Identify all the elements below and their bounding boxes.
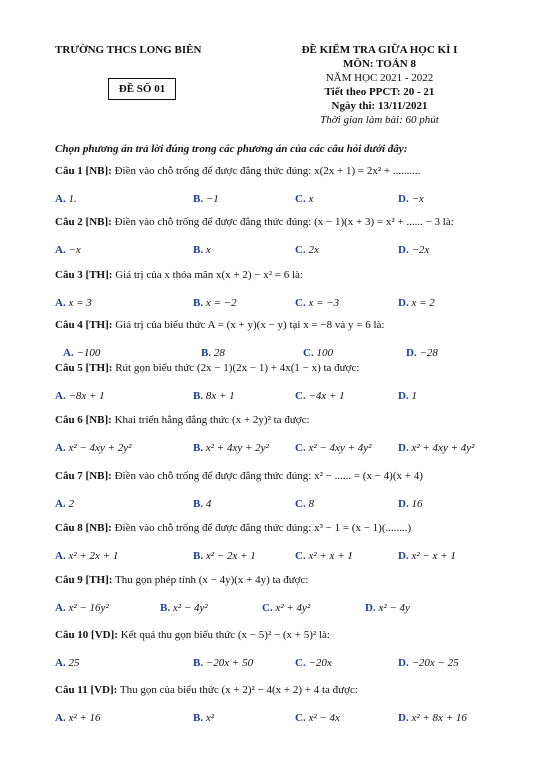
option-letter: B. bbox=[193, 442, 204, 454]
option-c[interactable] bbox=[295, 244, 319, 256]
option-letter: D. bbox=[398, 297, 409, 309]
option-value: −x bbox=[65, 244, 81, 256]
option-letter: D. bbox=[398, 550, 409, 562]
option-value: x² + 2x + 1 bbox=[65, 550, 119, 562]
question-text: Rút gọn biểu thức (2x − 1)(2x − 1) + 4x(1 − x) ta được: bbox=[112, 362, 360, 374]
exam-title: ĐỀ KIỂM TRA GIỮA HỌC KÌ I bbox=[301, 44, 458, 56]
option-letter: B. bbox=[193, 297, 204, 309]
option-value: 2x bbox=[305, 244, 319, 256]
option-letter: B. bbox=[193, 498, 204, 510]
option-d[interactable] bbox=[398, 297, 435, 309]
option-b[interactable] bbox=[193, 657, 253, 669]
option-b[interactable] bbox=[193, 390, 235, 402]
option-letter: D. bbox=[398, 657, 409, 669]
option-c[interactable] bbox=[295, 442, 371, 454]
option-value: 8 bbox=[305, 498, 314, 510]
option-c[interactable] bbox=[295, 657, 332, 669]
question-7 bbox=[55, 470, 423, 482]
option-value: 4 bbox=[203, 498, 212, 510]
option-letter: A. bbox=[63, 347, 74, 359]
option-b[interactable] bbox=[201, 347, 225, 359]
option-value: x bbox=[203, 244, 211, 256]
option-letter: B. bbox=[201, 347, 212, 359]
option-letter: B. bbox=[193, 712, 204, 724]
option-letter: C. bbox=[303, 347, 314, 359]
question-text: Thu gọn phép tính (x − 4y)(x + 4y) ta được: bbox=[112, 574, 309, 586]
option-value: −20x − 25 bbox=[408, 657, 459, 669]
option-b[interactable] bbox=[193, 193, 219, 205]
option-a[interactable] bbox=[55, 602, 109, 614]
option-letter: D. bbox=[406, 347, 417, 359]
option-value: 1. bbox=[65, 193, 77, 205]
question-label: Câu 5 [TH]: bbox=[55, 362, 113, 374]
option-value: x² + 4xy + 2y² bbox=[203, 442, 269, 454]
option-letter: C. bbox=[295, 442, 306, 454]
question-label: Câu 3 [TH]: bbox=[55, 269, 113, 281]
option-letter: A. bbox=[55, 602, 66, 614]
option-letter: D. bbox=[398, 193, 409, 205]
option-b[interactable] bbox=[193, 297, 237, 309]
option-letter: D. bbox=[398, 244, 409, 256]
option-d[interactable] bbox=[398, 550, 456, 562]
question-label: Câu 10 [VD]: bbox=[55, 629, 118, 641]
question-9 bbox=[55, 574, 308, 586]
question-label: Câu 1 [NB]: bbox=[55, 165, 112, 177]
option-c[interactable] bbox=[295, 498, 314, 510]
option-letter: D. bbox=[365, 602, 376, 614]
option-letter: C. bbox=[295, 390, 306, 402]
option-value: x bbox=[305, 193, 314, 205]
option-letter: A. bbox=[55, 193, 66, 205]
option-value: x² + x + 1 bbox=[305, 550, 353, 562]
option-d[interactable] bbox=[398, 712, 467, 724]
question-text: Giá trị của x thỏa mãn x(x + 2) − x² = 6 là: bbox=[112, 269, 303, 281]
option-c[interactable] bbox=[262, 602, 310, 614]
option-value: x² − 2x + 1 bbox=[203, 550, 256, 562]
option-letter: A. bbox=[55, 712, 66, 724]
option-b[interactable] bbox=[193, 498, 211, 510]
option-value: x² − x + 1 bbox=[408, 550, 456, 562]
option-letter: C. bbox=[295, 550, 306, 562]
question-text: Khai triển hằng đẳng thức (x + 2y)² ta được: bbox=[111, 414, 310, 426]
option-letter: C. bbox=[295, 244, 306, 256]
question-8 bbox=[55, 522, 411, 534]
option-letter: C. bbox=[262, 602, 273, 614]
question-label: Câu 11 [VD]: bbox=[55, 684, 118, 696]
option-value: −20x bbox=[305, 657, 332, 669]
option-letter: A. bbox=[55, 390, 66, 402]
option-letter: B. bbox=[193, 550, 204, 562]
option-d[interactable] bbox=[398, 193, 424, 205]
option-value: x² − 4xy + 4y² bbox=[305, 442, 372, 454]
option-letter: A. bbox=[55, 442, 66, 454]
option-value: −1 bbox=[203, 193, 219, 205]
question-label: Câu 9 [TH]: bbox=[55, 574, 113, 586]
option-d[interactable] bbox=[398, 442, 474, 454]
option-letter: A. bbox=[55, 498, 66, 510]
question-label: Câu 8 [NB]: bbox=[55, 522, 112, 534]
option-a[interactable] bbox=[55, 193, 77, 205]
subject: MÔN: TOÁN 8 bbox=[343, 58, 416, 70]
option-letter: C. bbox=[295, 498, 306, 510]
option-value: −4x + 1 bbox=[305, 390, 345, 402]
option-value: 1 bbox=[408, 390, 417, 402]
option-d[interactable] bbox=[406, 347, 438, 359]
option-a[interactable] bbox=[55, 498, 74, 510]
option-c[interactable] bbox=[295, 550, 353, 562]
option-a[interactable] bbox=[55, 657, 79, 669]
option-b[interactable] bbox=[160, 602, 208, 614]
question-text: Điền vào chỗ trống để được đẳng thức đúng: x(2x + 1) = 2x² + .......... bbox=[111, 165, 421, 177]
ppct-periods: Tiết theo PPCT: 20 - 21 bbox=[324, 86, 435, 98]
option-value: x² − 4y bbox=[375, 602, 410, 614]
option-c[interactable] bbox=[295, 297, 339, 309]
question-label: Câu 7 [NB]: bbox=[55, 470, 112, 482]
option-b[interactable] bbox=[193, 442, 269, 454]
question-text: Điền vào chỗ trống để được đẳng thức đúng: x³ − 1 = (x − 1)(........) bbox=[111, 522, 412, 534]
question-2 bbox=[55, 216, 454, 228]
question-label: Câu 2 [NB]: bbox=[55, 216, 112, 228]
option-letter: B. bbox=[193, 244, 204, 256]
option-a[interactable] bbox=[55, 712, 101, 724]
option-b[interactable] bbox=[193, 550, 256, 562]
option-c[interactable] bbox=[295, 193, 313, 205]
question-label: Câu 6 [NB]: bbox=[55, 414, 112, 426]
option-value: x² bbox=[203, 712, 215, 724]
option-value: x² + 8x + 16 bbox=[408, 712, 467, 724]
option-b[interactable] bbox=[193, 244, 211, 256]
option-letter: C. bbox=[295, 712, 306, 724]
option-d[interactable] bbox=[398, 390, 417, 402]
question-5 bbox=[55, 362, 359, 374]
option-b[interactable] bbox=[193, 712, 214, 724]
option-letter: A. bbox=[55, 657, 66, 669]
option-value: 25 bbox=[65, 657, 80, 669]
option-value: x = −2 bbox=[203, 297, 237, 309]
option-letter: D. bbox=[398, 498, 409, 510]
option-d[interactable] bbox=[398, 244, 429, 256]
question-text: Điền vào chỗ trống để được đẳng thức đúng: (x − 1)(x + 3) = x² + ...... − 3 là: bbox=[111, 216, 454, 228]
option-value: −28 bbox=[416, 347, 438, 359]
option-a[interactable] bbox=[55, 442, 131, 454]
question-text: Giá trị của biểu thức A = (x + y)(x − y) tại x = −8 và y = 6 là: bbox=[112, 319, 385, 331]
exam-date: Ngày thi: 13/11/2021 bbox=[331, 100, 428, 112]
option-d[interactable] bbox=[398, 657, 459, 669]
option-letter: D. bbox=[398, 712, 409, 724]
option-value: 2 bbox=[65, 498, 74, 510]
exam-code: ĐỀ SỐ 01 bbox=[118, 83, 166, 95]
option-letter: C. bbox=[295, 193, 306, 205]
option-value: −8x + 1 bbox=[65, 390, 105, 402]
option-value: −100 bbox=[73, 347, 101, 359]
option-value: −2x bbox=[408, 244, 430, 256]
question-4 bbox=[55, 319, 384, 331]
option-value: x² + 4xy + 4y² bbox=[408, 442, 475, 454]
option-value: x = −3 bbox=[305, 297, 340, 309]
option-value: 16 bbox=[408, 498, 423, 510]
option-value: x² − 4xy + 2y² bbox=[65, 442, 132, 454]
option-a[interactable] bbox=[55, 550, 118, 562]
option-letter: A. bbox=[55, 550, 66, 562]
option-value: x = 2 bbox=[408, 297, 435, 309]
option-letter: B. bbox=[193, 657, 204, 669]
option-value: x² − 4y² bbox=[170, 602, 208, 614]
option-value: −x bbox=[408, 193, 424, 205]
option-value: −20x + 50 bbox=[203, 657, 254, 669]
option-letter: B. bbox=[193, 390, 204, 402]
option-d[interactable] bbox=[398, 498, 422, 510]
option-value: x² + 16 bbox=[65, 712, 101, 724]
option-value: 8x + 1 bbox=[203, 390, 235, 402]
option-d[interactable] bbox=[365, 602, 410, 614]
question-6 bbox=[55, 414, 310, 426]
question-10 bbox=[55, 629, 330, 641]
option-letter: B. bbox=[160, 602, 171, 614]
question-text: Kết quả thu gọn biểu thức (x − 5)² − (x + 5)² là: bbox=[117, 629, 330, 641]
option-a[interactable] bbox=[55, 244, 81, 256]
option-value: x² + 4y² bbox=[272, 602, 311, 614]
option-letter: D. bbox=[398, 442, 409, 454]
question-label: Câu 4 [TH]: bbox=[55, 319, 113, 331]
option-value: x = 3 bbox=[65, 297, 92, 309]
school-year: NĂM HỌC 2021 - 2022 bbox=[325, 72, 434, 84]
option-c[interactable] bbox=[303, 347, 333, 359]
option-letter: A. bbox=[55, 297, 66, 309]
option-c[interactable] bbox=[295, 712, 340, 724]
question-1 bbox=[55, 165, 420, 177]
option-c[interactable] bbox=[295, 390, 345, 402]
question-text: Thu gọn của biểu thức (x + 2)² − 4(x + 2) + 4 ta được: bbox=[117, 684, 358, 696]
option-letter: C. bbox=[295, 657, 306, 669]
option-a[interactable] bbox=[63, 347, 100, 359]
school-name: TRƯỜNG THCS LONG BIÊN bbox=[55, 44, 202, 56]
option-value: x² − 4x bbox=[305, 712, 340, 724]
question-3 bbox=[55, 269, 303, 281]
option-a[interactable] bbox=[55, 297, 92, 309]
question-11 bbox=[55, 684, 358, 696]
option-letter: B. bbox=[193, 193, 204, 205]
question-text: Điền vào chỗ trống để được đẳng thức đúng: x² − ...... = (x − 4)(x + 4) bbox=[111, 470, 423, 482]
exam-code-box bbox=[108, 78, 176, 100]
instruction: Chọn phương án trả lời đúng trong các phương án của các câu hỏi dưới đây: bbox=[55, 143, 408, 155]
option-letter: C. bbox=[295, 297, 306, 309]
option-a[interactable] bbox=[55, 390, 105, 402]
option-value: 100 bbox=[313, 347, 333, 359]
option-letter: D. bbox=[398, 390, 409, 402]
exam-duration: Thời gian làm bài: 60 phút bbox=[320, 114, 439, 126]
option-value: 28 bbox=[211, 347, 225, 359]
option-letter: A. bbox=[55, 244, 66, 256]
option-value: x² − 16y² bbox=[65, 602, 109, 614]
